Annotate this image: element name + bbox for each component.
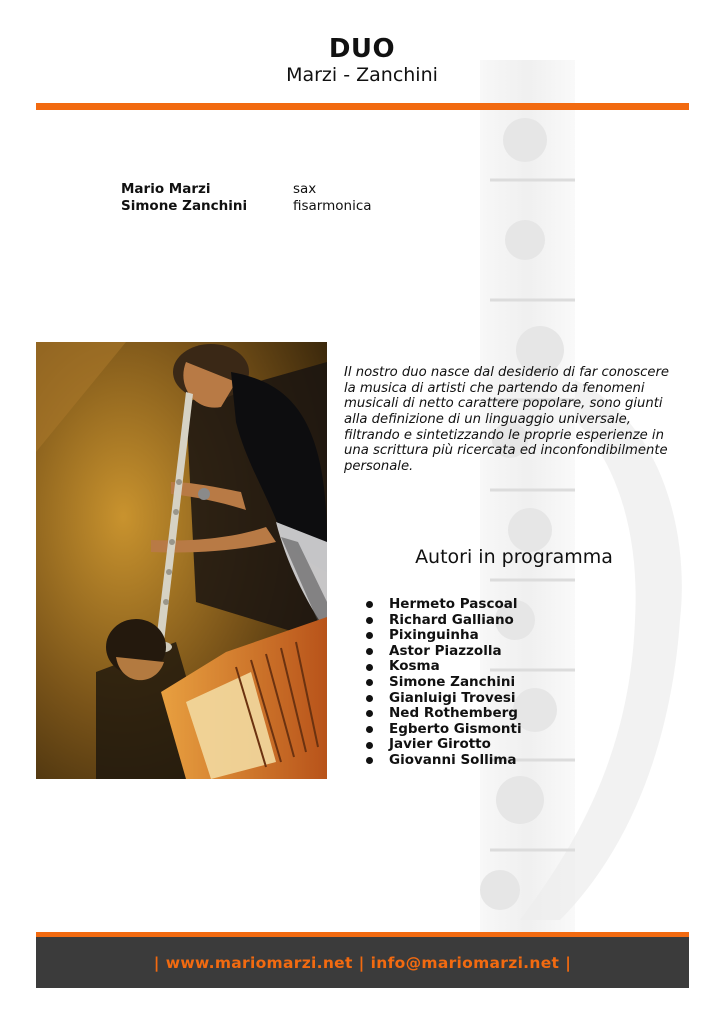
bullet-icon [366, 648, 373, 655]
author-name: Simone Zanchini [389, 673, 516, 690]
authors-list [366, 597, 522, 769]
list-item [366, 628, 522, 644]
list-item [366, 644, 522, 660]
member-instrument: sax [293, 181, 317, 197]
program-heading: Autori in programma [415, 546, 613, 568]
member-row [121, 198, 372, 215]
bullet-icon [366, 679, 373, 686]
saxophone-watermark [400, 60, 700, 940]
bullet-icon [366, 742, 373, 749]
bullet-icon [366, 726, 373, 733]
footer-separator: | [565, 953, 572, 972]
author-name: Egberto Gismonti [389, 720, 522, 737]
author-name: Giovanni Sollima [389, 751, 517, 768]
list-item [366, 722, 522, 738]
page-title: DUO [328, 34, 396, 64]
duo-photo [36, 342, 327, 779]
author-name: Hermeto Pascoal [389, 596, 518, 612]
author-name: Kosma [389, 658, 440, 675]
list-item [366, 737, 522, 753]
bullet-icon [366, 664, 373, 671]
list-item [366, 613, 522, 629]
footer-separator: | [153, 953, 160, 972]
list-item [366, 597, 522, 613]
member-name: Simone Zanchini [121, 198, 248, 214]
email-link[interactable]: info@mariomarzi.net [370, 953, 560, 972]
bullet-icon [366, 695, 373, 702]
bullet-icon [366, 617, 373, 624]
intro-text: Il nostro duo nasce dal desiderio di far conoscere la musica di artisti che partendo da fenomeni musicali di netto carattere popolare, sono giunti alla definizione di un linguaggio universale, filtrando e sintetizzando le proprie esperienze in una scrittura più ricercata ed inconfondibilmente personale. [344, 365, 669, 474]
author-name: Richard Galliano [389, 611, 514, 628]
member-row [121, 181, 372, 198]
author-name: Gianluigi Trovesi [389, 689, 516, 706]
author-name: Pixinguinha [389, 627, 479, 644]
author-name: Javier Girotto [389, 736, 491, 753]
member-name: Mario Marzi [121, 181, 211, 197]
author-name: Ned Rothemberg [389, 705, 518, 722]
website-link[interactable]: www.mariomarzi.net [165, 953, 353, 972]
list-item [366, 691, 522, 707]
bullet-icon [366, 710, 373, 717]
member-instrument: fisarmonica [293, 198, 372, 214]
header-divider [36, 103, 689, 110]
bullet-icon [366, 601, 373, 608]
list-item [366, 706, 522, 722]
page-subtitle: Marzi - Zanchini [286, 64, 438, 86]
bullet-icon [366, 757, 373, 764]
bullet-icon [366, 632, 373, 639]
footer-bar [36, 937, 689, 988]
author-name: Astor Piazzolla [389, 642, 502, 659]
list-item [366, 659, 522, 675]
members-list [121, 181, 372, 215]
footer-separator: | [358, 953, 365, 972]
list-item [366, 675, 522, 691]
list-item [366, 753, 522, 769]
